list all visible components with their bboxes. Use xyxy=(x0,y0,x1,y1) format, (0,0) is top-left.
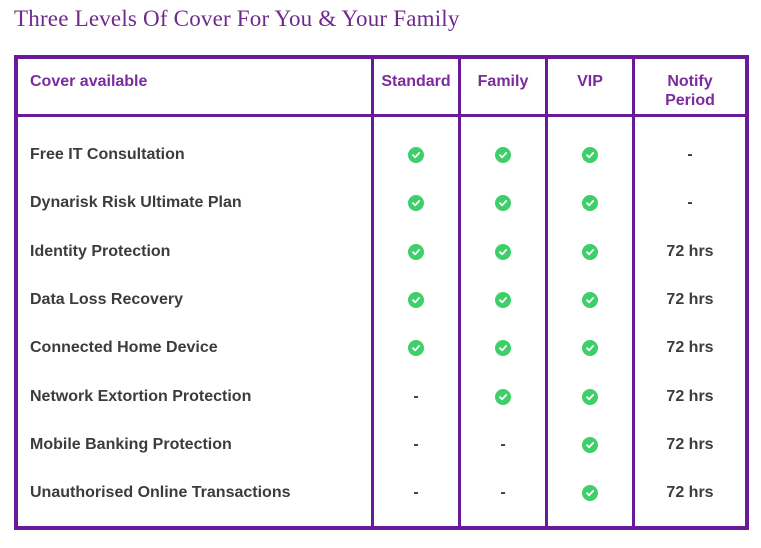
header-divider xyxy=(18,114,745,117)
feature-label: Connected Home Device xyxy=(30,339,218,357)
family-cell xyxy=(461,324,545,372)
table-row xyxy=(18,324,745,372)
standard-cell xyxy=(374,469,458,517)
feature-label: Identity Protection xyxy=(30,242,171,260)
notify-period-value: 72 hrs xyxy=(666,339,714,357)
family-cell xyxy=(461,276,545,324)
dash-icon: - xyxy=(500,435,506,453)
notify-period-value: 72 hrs xyxy=(666,435,714,453)
table-row xyxy=(18,373,745,421)
cover-table xyxy=(14,55,749,530)
family-cell xyxy=(461,469,545,517)
notify-period-value: 72 hrs xyxy=(666,242,714,260)
check-icon xyxy=(582,244,598,260)
page-title: Three Levels Of Cover For You & Your Family xyxy=(14,6,460,31)
family-cell xyxy=(461,131,545,179)
standard-cell xyxy=(374,131,458,179)
check-icon xyxy=(408,195,424,211)
vip-cell xyxy=(548,373,632,421)
feature-label: Free IT Consultation xyxy=(30,146,185,163)
check-icon xyxy=(408,292,424,308)
family-cell xyxy=(461,228,545,276)
check-icon xyxy=(495,389,511,405)
standard-cell xyxy=(374,324,458,372)
family-cell xyxy=(461,373,545,421)
table-row xyxy=(18,469,745,517)
check-icon xyxy=(495,195,511,211)
header-notify-line1: Notify xyxy=(667,73,713,90)
check-icon xyxy=(582,292,598,308)
check-icon xyxy=(582,195,598,211)
check-icon xyxy=(495,292,511,308)
dash-icon: - xyxy=(500,484,506,502)
notify-period-value: - xyxy=(687,194,693,212)
feature-label: Dynarisk Risk Ultimate Plan xyxy=(30,194,242,212)
check-icon xyxy=(582,389,598,405)
check-icon xyxy=(582,147,598,163)
notify-period-value: 72 hrs xyxy=(666,290,714,308)
feature-label: Mobile Banking Protection xyxy=(30,435,232,453)
notify-period-value: - xyxy=(687,146,693,163)
vip-cell xyxy=(548,324,632,372)
feature-label: Data Loss Recovery xyxy=(30,290,183,308)
header-notify-period xyxy=(635,59,745,114)
check-icon xyxy=(582,485,598,501)
standard-cell xyxy=(374,228,458,276)
feature-label: Unauthorised Online Transactions xyxy=(30,484,291,502)
check-icon xyxy=(582,437,598,453)
vip-cell xyxy=(548,228,632,276)
family-cell xyxy=(461,179,545,227)
check-icon xyxy=(408,244,424,260)
check-icon xyxy=(408,340,424,356)
table-row xyxy=(18,131,745,179)
feature-label: Network Extortion Protection xyxy=(30,387,252,405)
standard-cell xyxy=(374,373,458,421)
check-icon xyxy=(408,147,424,163)
dash-icon: - xyxy=(413,484,419,502)
table-row xyxy=(18,228,745,276)
check-icon xyxy=(582,340,598,356)
vip-cell xyxy=(548,469,632,517)
standard-cell xyxy=(374,179,458,227)
standard-cell xyxy=(374,421,458,469)
check-icon xyxy=(495,244,511,260)
table-row xyxy=(18,421,745,469)
header-vip: VIP xyxy=(577,73,603,90)
header-family: Family xyxy=(477,73,529,90)
dash-icon: - xyxy=(413,435,419,453)
vip-cell xyxy=(548,276,632,324)
standard-cell xyxy=(374,276,458,324)
check-icon xyxy=(495,147,511,163)
header-standard: Standard xyxy=(381,73,451,90)
table-row xyxy=(18,179,745,227)
header-cover-available: Cover available xyxy=(30,73,148,90)
notify-period-value: 72 hrs xyxy=(666,387,714,405)
family-cell xyxy=(461,421,545,469)
vip-cell xyxy=(548,421,632,469)
header-notify-line2: Period xyxy=(665,92,715,109)
vip-cell xyxy=(548,179,632,227)
notify-period-value: 72 hrs xyxy=(666,484,714,502)
vip-cell xyxy=(548,131,632,179)
table-row xyxy=(18,276,745,324)
dash-icon: - xyxy=(413,387,419,405)
check-icon xyxy=(495,340,511,356)
